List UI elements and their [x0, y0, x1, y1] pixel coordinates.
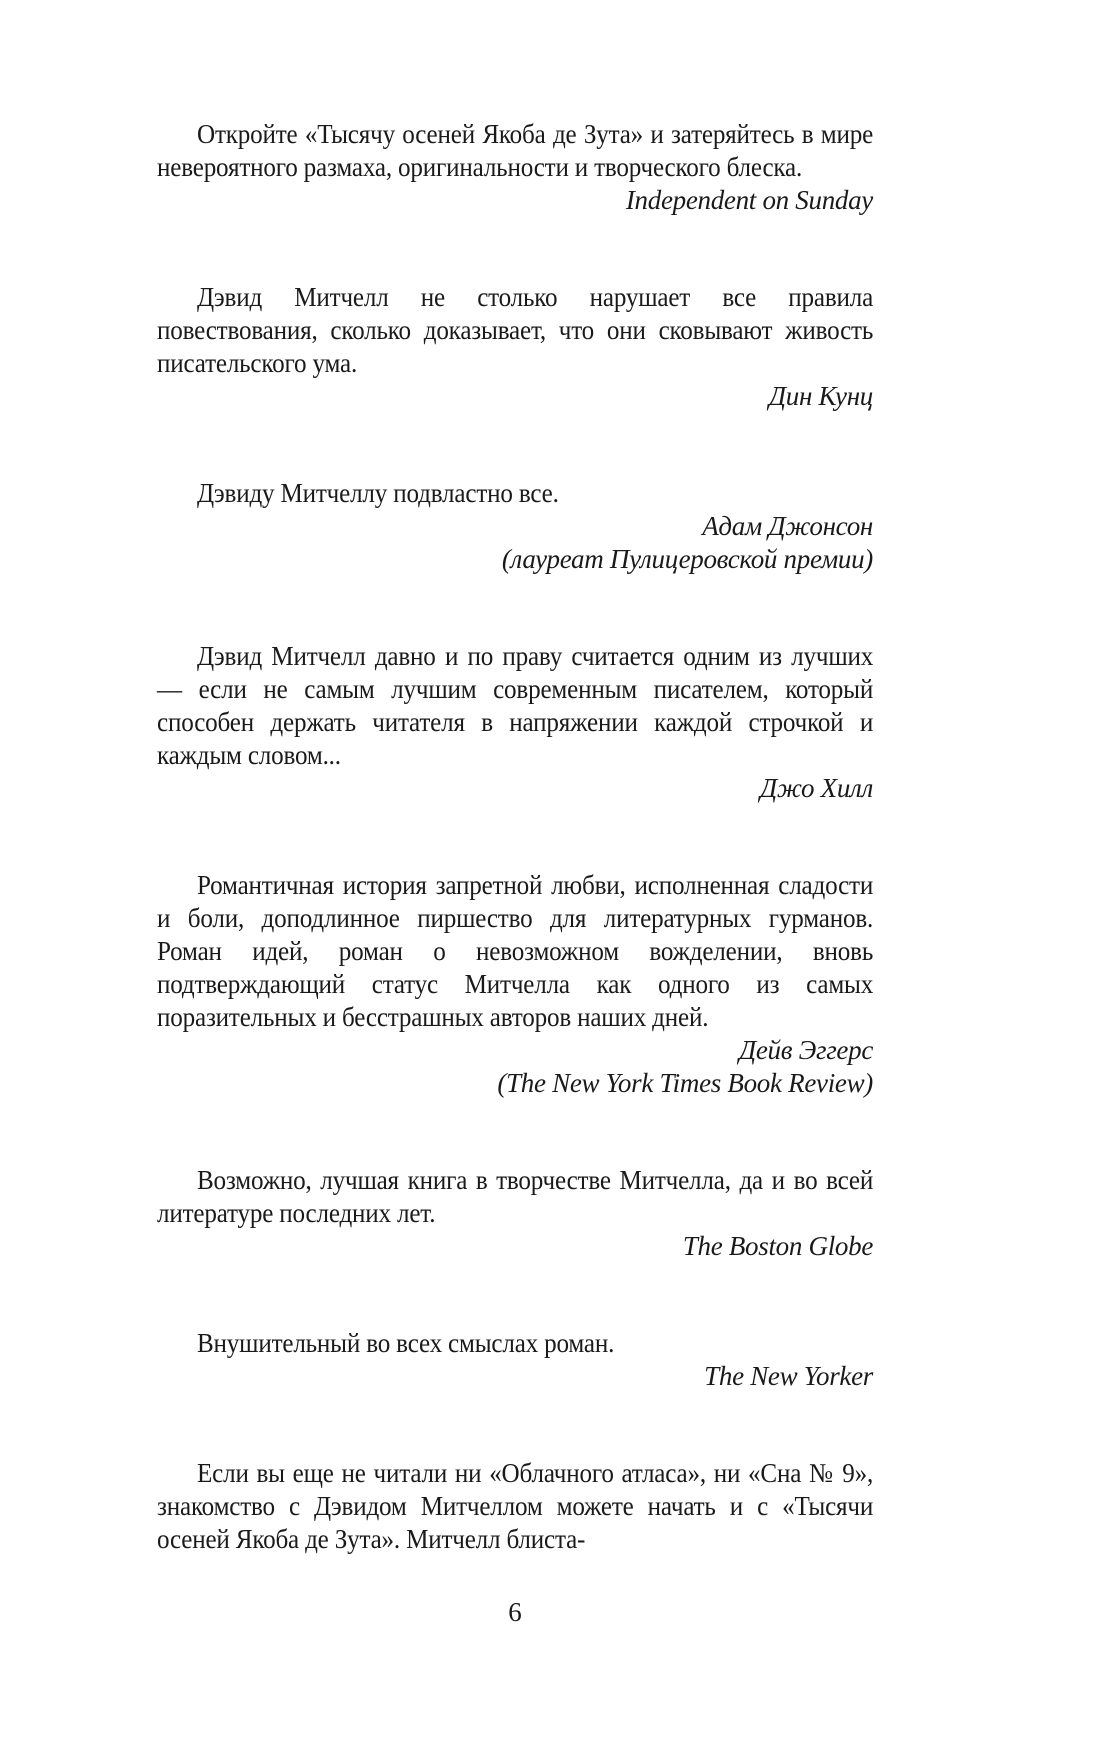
blurb-text: Дэвид Митчелл не столько нарушает все правила повествования, сколько доказывает, что они сковывают живость писательского ума. — [157, 282, 874, 378]
blurb-attribution-note: (лауреат Пулицеровской премии) — [501, 544, 873, 574]
blurb-text: Романтичная история запретной любви, исполненная сладости и боли, доподлинное пиршество для литературных гурманов. Роман идей, роман о невозможном вожделении, вновь подтверждающий статус Митчелла как одного из самых поразительных и бесстрашных авторов наших дней. — [157, 870, 874, 1032]
blurb-text: Дэвид Митчелл давно и по праву считается одним из лучших — если не самым лучшим современным писателем, который способен держать читателя в напряжении каждой строчкой и каждым словом... — [157, 641, 874, 770]
blurb-boston-globe — [157, 1164, 873, 1263]
blurb-attribution: The New Yorker — [704, 1361, 873, 1391]
blurb-new-yorker — [157, 1327, 873, 1393]
blurb-hill — [157, 640, 873, 805]
blurb-text: Откройте «Тысячу осеней Якоба де Зута» и затеряйтесь в мире невероятного размаха, оригинальности и творческого блеска. — [157, 119, 874, 182]
blurb-text: Если вы еще не читали ни «Облачного атласа», ни «Сна № 9», знакомство с Дэвидом Митчеллом можете начать и с «Тысячи осеней Якоба де Зута». Митчелл блиста- — [157, 1458, 874, 1554]
page-number: 6 — [508, 1597, 522, 1627]
blurb-continued — [157, 1457, 873, 1556]
blurb-attribution: Джо Хилл — [759, 773, 873, 803]
blurb-attribution-note: (The New York Times Book Review) — [497, 1068, 873, 1098]
blurb-text: Внушительный во всех смыслах роман. — [196, 1328, 615, 1358]
blurb-attribution: Адам Джонсон — [702, 511, 873, 541]
blurb-attribution: Дейв Эггерс — [738, 1035, 873, 1065]
blurb-attribution: Independent on Sunday — [625, 185, 873, 215]
blurb-attribution: Дин Кунц — [768, 381, 873, 411]
blurb-johnson — [157, 477, 873, 576]
blurb-eggers — [157, 869, 873, 1100]
blurb-text: Дэвиду Митчеллу подвластно все. — [196, 478, 559, 508]
blurb-independent — [157, 118, 873, 217]
book-page — [157, 118, 873, 1556]
blurb-attribution: The Boston Globe — [682, 1231, 873, 1261]
blurb-koontz — [157, 281, 873, 413]
blurb-text: Возможно, лучшая книга в творчестве Митчелла, да и во всей литературе последних лет. — [157, 1165, 874, 1228]
